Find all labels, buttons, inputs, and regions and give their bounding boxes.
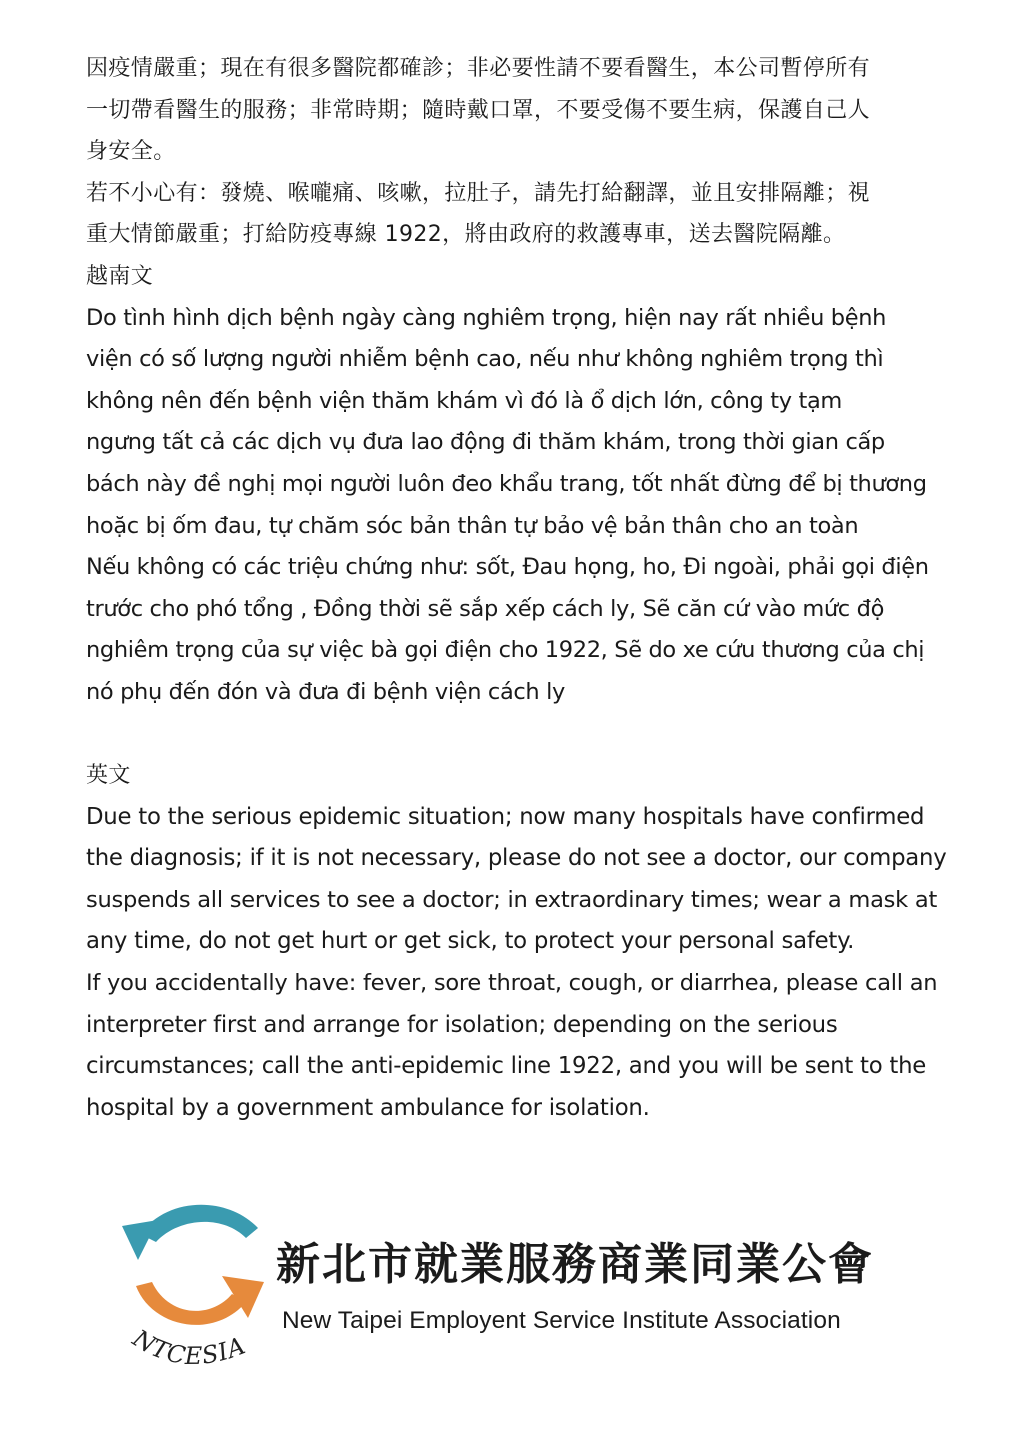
text-line-zh: 因疫情嚴重；現在有很多醫院都確診；非必要性請不要看醫生，本公司暫停所有 <box>86 56 871 81</box>
text-line-zh: 英文 <box>86 763 131 789</box>
text-line-en: the diagnosis; if it is not necessary, please do not see a doctor, our company <box>86 845 947 872</box>
text-line-vi: hoặc bị ốm đau, tự chăm sóc bản thân tự bảo vệ bản thân cho an toàn <box>86 512 859 539</box>
text-line-zh: 一切帶看醫生的服務；非常時期；隨時戴口罩，不要受傷不要生病，保護自己人 <box>86 97 871 123</box>
logo-acronym <box>127 1324 250 1370</box>
text-line-vi: bách này đề nghị mọi người luôn đeo khẩu trang, tốt nhất đừng để bị thương <box>86 470 927 497</box>
text-line-zh: 越南文 <box>86 263 154 289</box>
logo-acronym-path: NTCESIA <box>127 1324 250 1371</box>
logo-subtitle: New Taipei Employent Service Institute Association <box>282 1307 841 1334</box>
circular-arrows-icon <box>118 1190 278 1390</box>
text-line-vi: trước cho phó tổng , Đồng thời sẽ sắp xếp cách ly, Sẽ căn cứ vào mức độ <box>86 595 884 622</box>
text-line-en: suspends all services to see a doctor; in extraordinary times; wear a mask at <box>86 886 938 913</box>
text-line-en: If you accidentally have: fever, sore throat, cough, or diarrhea, please call an <box>86 970 938 997</box>
teal-arrow-shape <box>140 1205 258 1242</box>
text-line-vi: viện có số lượng người nhiễm bệnh cao, nếu như không nghiêm trọng thì <box>86 346 884 373</box>
text-line-vi: ngưng tất cả các dịch vụ đưa lao động đi thăm khám, trong thời gian cấp <box>86 429 885 456</box>
text-line-en: any time, do not get hurt or get sick, to protect your personal safety. <box>86 928 855 955</box>
text-line-vi: không nên đến bệnh viện thăm khám vì đó là ổ dịch lớn, công ty tạm <box>86 387 842 414</box>
document-body <box>86 48 946 1129</box>
text-line-en: circumstances; call the anti-epidemic line 1922, and you will be sent to the <box>86 1053 927 1080</box>
text-line-vi: Nếu không có các triệu chứng như: sốt, Đau họng, ho, Đi ngoài, phải gọi điện <box>86 554 929 581</box>
text-line-vi: nghiêm trọng của sự việc bà gọi điện cho 1922, Sẽ do xe cứu thương của chị <box>86 637 925 664</box>
text-line-en: hospital by a government ambulance for isolation. <box>86 1094 650 1121</box>
text-line-zh: 身安全。 <box>86 139 176 165</box>
association-logo <box>118 1190 908 1390</box>
text-line-zh: 重大情節嚴重；打給防疫專線 1922，將由政府的救護專車，送去醫院隔離。 <box>86 222 846 248</box>
text-line-zh: 若不小心有：發燒、喉嚨痛、咳嗽，拉肚子，請先打給翻譯，並且安排隔離；視 <box>86 180 871 206</box>
logo-title: 新北市就業服務商業同業公會 <box>276 1239 874 1290</box>
text-line-en: interpreter first and arrange for isolation; depending on the serious <box>86 1011 838 1038</box>
blank-line <box>86 714 946 756</box>
text-line-vi: Do tình hình dịch bệnh ngày càng nghiêm trọng, hiện nay rất nhiều bệnh <box>86 304 887 331</box>
orange-arrow-shape <box>136 1282 246 1325</box>
text-line-en: Due to the serious epidemic situation; now many hospitals have confirmed <box>86 803 925 830</box>
text-line-vi: nó phụ đến đón và đưa đi bệnh viện cách ly <box>86 678 565 705</box>
